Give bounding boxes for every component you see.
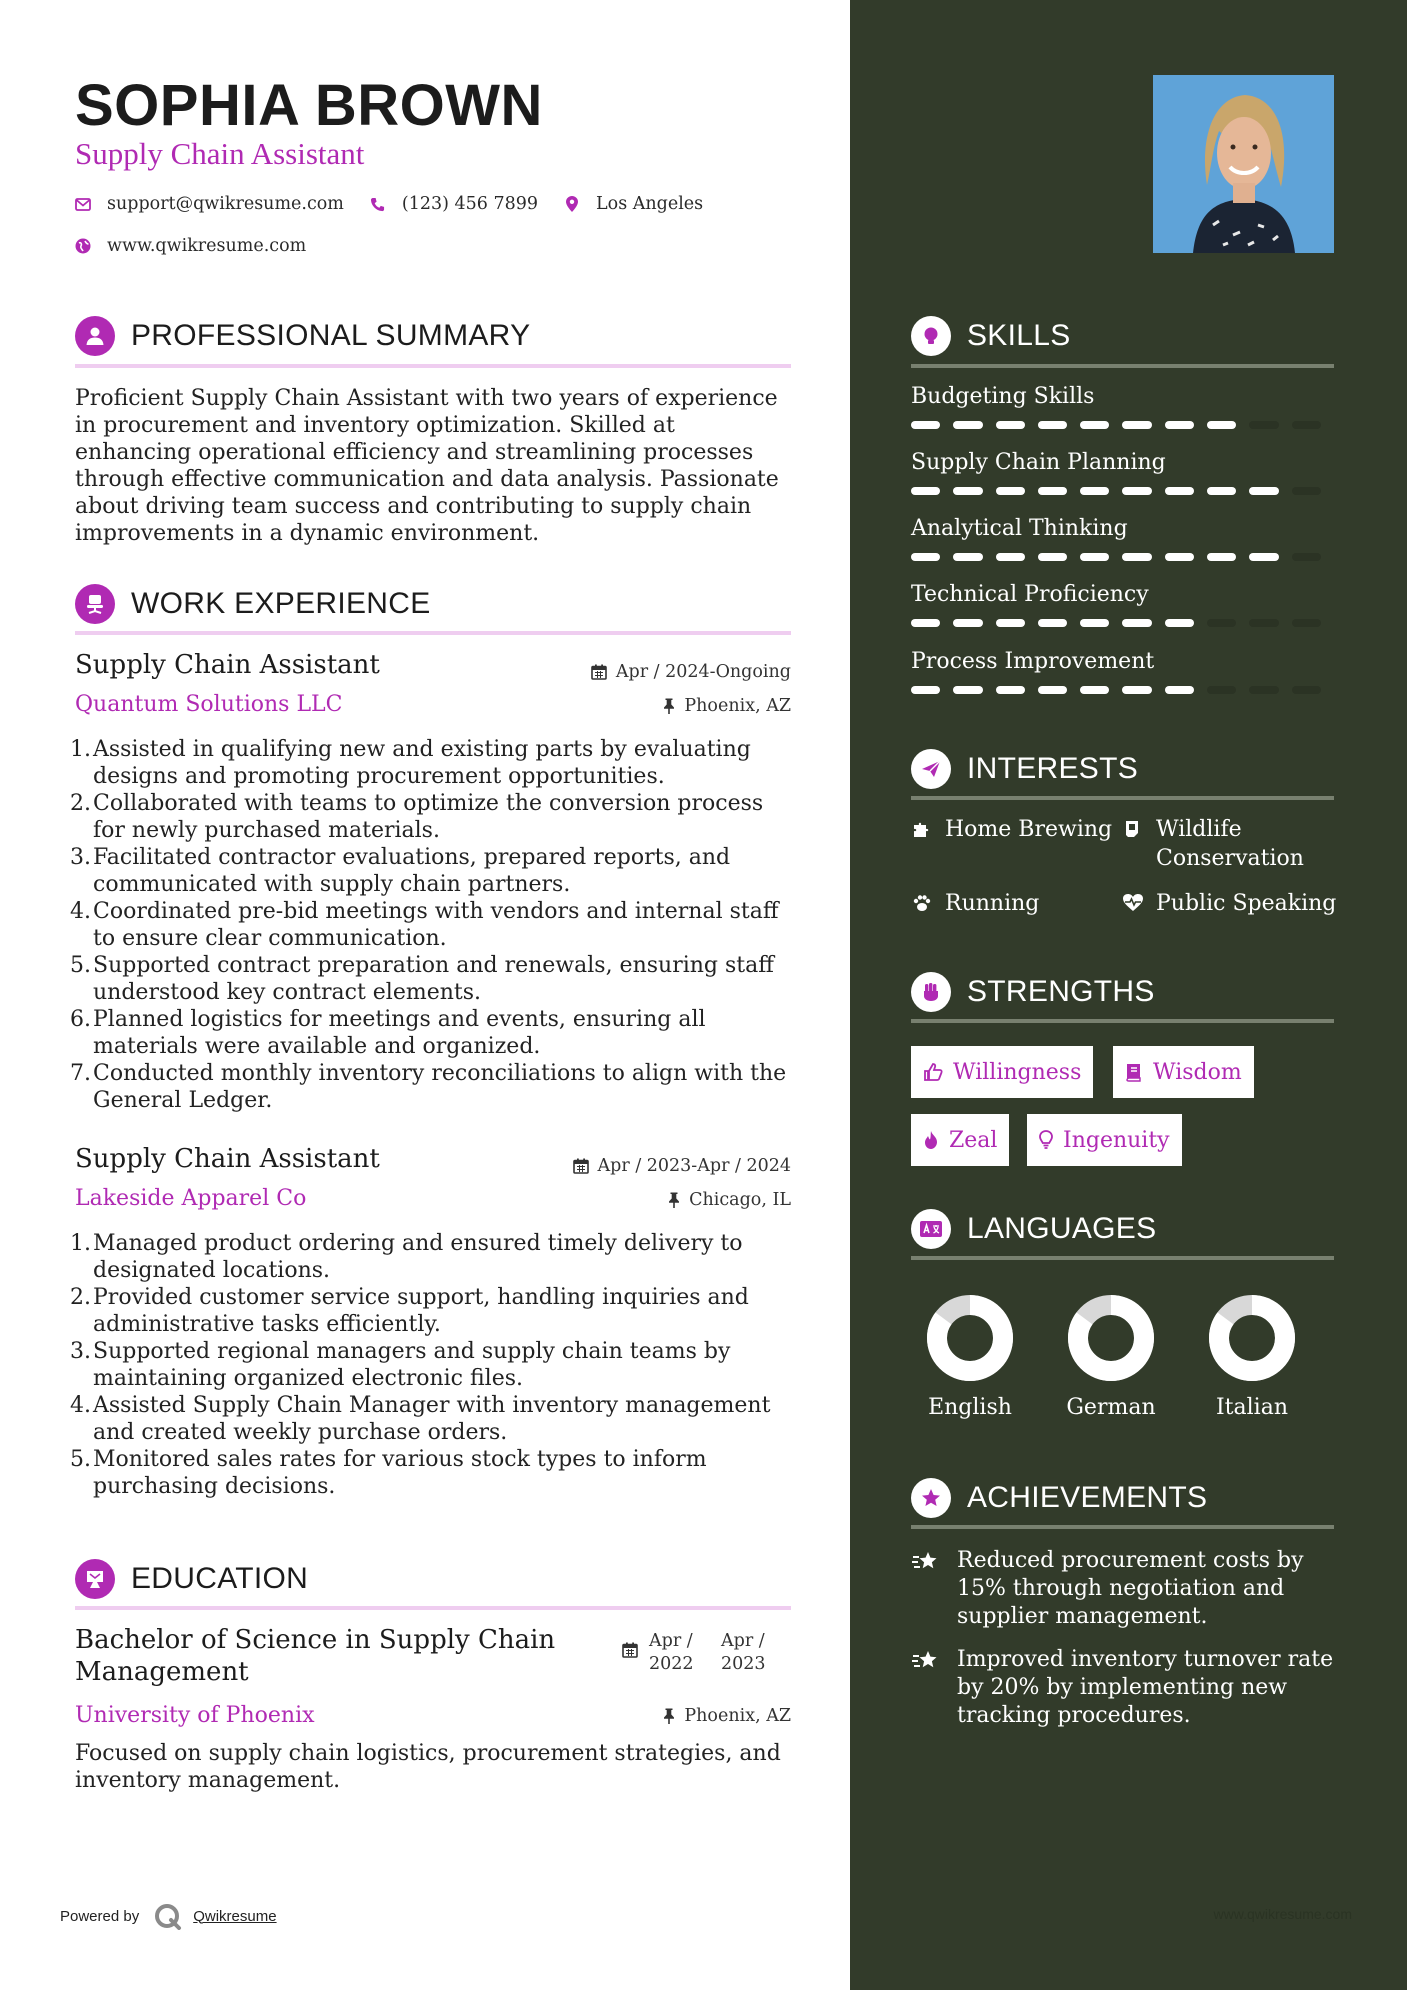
skill-name: Analytical Thinking (911, 516, 1128, 541)
experience-header (75, 584, 431, 624)
skill-level-dash (1080, 487, 1109, 495)
strength-tag: Wisdom (1113, 1046, 1254, 1098)
list-item: 6. Planned logistics for meetings and events, ensuring all materials were available and organized. (70, 1007, 706, 1059)
puzzle-icon (911, 818, 933, 840)
paper-plane-icon (911, 749, 951, 789)
powered-by-label: Powered by (60, 1907, 140, 1925)
interest-item: Home Brewing (911, 815, 1112, 844)
calendar-icon (591, 664, 607, 680)
list-item: 2. Collaborated with teams to optimize the conversion process for newly purchased materials. (70, 791, 764, 843)
contact-row (75, 194, 729, 214)
skill-level-dash (996, 421, 1025, 429)
location-text: Los Angeles (596, 194, 704, 214)
job-location (668, 1190, 791, 1210)
office-chair-icon (75, 584, 115, 624)
skills-title: SKILLS (967, 319, 1071, 352)
phone-icon (370, 196, 386, 212)
fire-icon (923, 1130, 939, 1150)
skill-level-dash (1165, 619, 1194, 627)
language-name: German (1066, 1395, 1156, 1420)
education-location-text: Phoenix, AZ (684, 1706, 791, 1726)
skill-level-bar (911, 686, 1334, 694)
skill-name: Technical Proficiency (911, 582, 1149, 607)
skill-level-dash (1038, 553, 1067, 561)
graduation-icon (75, 1559, 115, 1599)
phone-number: (123) 456 7899 (401, 194, 539, 214)
job-dates (591, 662, 791, 682)
achievements-header (911, 1478, 1207, 1518)
skill-level-dash (1207, 487, 1236, 495)
skill-level-bar (911, 619, 1334, 627)
language-name: English (928, 1395, 1012, 1420)
language-name: Italian (1215, 1395, 1288, 1420)
job-dates-text: Apr / 2023-Apr / 2024 (597, 1156, 791, 1176)
skill-item (911, 384, 1334, 429)
skill-level-dash (911, 487, 940, 495)
achievements-divider (911, 1525, 1334, 1529)
paw-icon (911, 892, 933, 914)
language-item (1197, 1295, 1307, 1420)
job-dates-text: Apr / 2024-Ongoing (615, 662, 791, 682)
sidebar (850, 0, 1407, 1990)
list-item: 5. Supported contract preparation and renewals, ensuring staff understood key contract elements. (70, 953, 774, 1005)
star-icon (911, 1478, 951, 1518)
languages-title: LANGUAGES (967, 1212, 1157, 1245)
calendar-icon (622, 1642, 638, 1662)
strength-tag: Ingenuity (1027, 1114, 1182, 1166)
skill-level-dash (996, 619, 1025, 627)
job-location-text: Chicago, IL (689, 1190, 791, 1210)
skill-level-dash (1080, 686, 1109, 694)
job-title: Supply Chain Assistant (75, 650, 380, 680)
skill-level-dash (1038, 619, 1067, 627)
job-bullets (70, 1230, 800, 1500)
profile-photo (1153, 75, 1334, 253)
location-pin-icon (564, 196, 580, 212)
interest-item: Running (911, 889, 1039, 918)
skill-level-dash (953, 686, 982, 694)
skill-level-dash (1207, 686, 1236, 694)
candidate-role: Supply Chain Assistant (75, 136, 365, 171)
education-title: EDUCATION (131, 1562, 309, 1595)
website-link[interactable]: www.qwikresume.com (107, 236, 307, 256)
language-level-ring (1068, 1295, 1154, 1381)
achievement-item: Reduced procurement costs by 15% through negotiation and supplier management. (911, 1547, 1351, 1631)
job-dates (573, 1156, 791, 1176)
skill-level-dash (953, 619, 982, 627)
skill-name: Process Improvement (911, 649, 1155, 674)
skill-item (911, 516, 1334, 561)
skill-name: Supply Chain Planning (911, 450, 1166, 475)
list-item: 1. Assisted in qualifying new and existing parts by evaluating designs and promoting procurement opportunities. (70, 737, 751, 789)
company-name: Lakeside Apparel Co (75, 1186, 307, 1211)
skill-level-dash (1165, 553, 1194, 561)
company-name: Quantum Solutions LLC (75, 692, 343, 717)
skill-level-dash (1292, 619, 1321, 627)
pushpin-icon (663, 1708, 675, 1724)
skill-level-dash (1038, 686, 1067, 694)
interests-divider (911, 796, 1334, 800)
interest-item: Public Speaking (1122, 889, 1336, 918)
candidate-name: SOPHIA BROWN (75, 73, 543, 138)
lightbulb-icon (1039, 1130, 1053, 1150)
interests-header (911, 749, 1138, 789)
skill-item (911, 450, 1334, 495)
skill-level-dash (1038, 421, 1067, 429)
list-item: 4. Coordinated pre-bid meetings with vendors and internal staff to ensure clear communication. (70, 899, 779, 951)
skill-level-dash (1292, 553, 1321, 561)
degree-title: Bachelor of Science in Supply Chain Management (75, 1625, 556, 1687)
skill-level-dash (1080, 421, 1109, 429)
shooting-star-icon (911, 1547, 941, 1577)
language-icon (911, 1209, 951, 1249)
education-description: Focused on supply chain logistics, procurement strategies, and inventory management. (75, 1741, 781, 1793)
skill-level-dash (1249, 421, 1278, 429)
list-item: 7. Conducted monthly inventory reconciliations to align with the General Ledger. (70, 1061, 787, 1113)
lightbulb-icon (911, 316, 951, 356)
thumbs-up-icon (923, 1062, 943, 1082)
skill-level-dash (1122, 686, 1151, 694)
skill-level-dash (996, 487, 1025, 495)
list-item: 3. Supported regional managers and supply chain teams by maintaining organized electronic files. (70, 1339, 731, 1391)
list-item: 5. Monitored sales rates for various stock types to inform purchasing decisions. (70, 1447, 707, 1499)
achievements-title: ACHIEVEMENTS (967, 1481, 1208, 1514)
skill-level-dash (1249, 686, 1278, 694)
school-name: University of Phoenix (75, 1703, 315, 1728)
skill-level-bar (911, 487, 1334, 495)
skill-level-dash (911, 686, 940, 694)
email-icon (75, 196, 91, 212)
strengths-header (911, 972, 1155, 1012)
skill-level-dash (996, 553, 1025, 561)
skill-level-dash (1122, 619, 1151, 627)
skill-level-dash (953, 553, 982, 561)
fist-icon (911, 972, 951, 1012)
skill-level-dash (1080, 553, 1109, 561)
skill-level-dash (1165, 686, 1194, 694)
skill-level-dash (1080, 619, 1109, 627)
skill-level-dash (1207, 421, 1236, 429)
book-icon (1125, 1062, 1143, 1082)
qwikresume-logo-icon (153, 1902, 183, 1930)
powered-by (60, 1902, 277, 1930)
skill-level-dash (1292, 421, 1321, 429)
language-level-ring (927, 1295, 1013, 1381)
education-header (75, 1559, 308, 1599)
interest-item: Wildlife Conservation (1122, 815, 1322, 873)
strength-tag: Willingness (911, 1046, 1093, 1098)
languages-header (911, 1209, 1156, 1249)
languages-divider (911, 1256, 1334, 1260)
list-item: 1. Managed product ordering and ensured timely delivery to designated locations. (70, 1231, 743, 1283)
skill-level-dash (1249, 619, 1278, 627)
skill-name: Budgeting Skills (911, 384, 1095, 409)
skill-level-bar (911, 421, 1334, 429)
job-bullets (70, 736, 800, 1114)
experience-divider (75, 631, 791, 635)
skill-level-dash (1122, 487, 1151, 495)
skill-level-dash (1207, 553, 1236, 561)
education-location (663, 1706, 791, 1726)
education-end: Apr / 2023 (721, 1631, 766, 1674)
skill-item (911, 649, 1334, 694)
skill-level-dash (953, 487, 982, 495)
skill-level-dash (996, 686, 1025, 694)
skill-level-dash (911, 619, 940, 627)
job-location-text: Phoenix, AZ (684, 696, 791, 716)
skill-level-dash (1122, 553, 1151, 561)
language-item (1056, 1295, 1166, 1420)
heartbeat-icon (1122, 892, 1144, 914)
skill-level-dash (911, 553, 940, 561)
job-title: Supply Chain Assistant (75, 1144, 380, 1174)
skill-level-dash (1038, 487, 1067, 495)
summary-header (75, 316, 530, 356)
footer-url[interactable]: www.qwikresume.com (1213, 1906, 1352, 1922)
list-item: 4. Assisted Supply Chain Manager with inventory management and created weekly purchase orders. (70, 1393, 771, 1445)
strengths-divider (911, 1019, 1334, 1023)
language-level-ring (1209, 1295, 1295, 1381)
interests-title: INTERESTS (967, 752, 1139, 785)
skill-level-dash (1249, 553, 1278, 561)
list-item: 2. Provided customer service support, handling inquiries and administrative tasks efficiently. (70, 1285, 749, 1337)
globe-icon (75, 238, 91, 254)
summary-title: PROFESSIONAL SUMMARY (131, 319, 531, 352)
pushpin-icon (668, 1192, 680, 1208)
achievement-item: Improved inventory turnover rate by 20% by implementing new tracking procedures. (911, 1646, 1351, 1730)
website-row (75, 236, 332, 256)
paw-bookmark-icon (1122, 818, 1144, 840)
strength-tag: Zeal (911, 1114, 1009, 1166)
skill-level-dash (1292, 686, 1321, 694)
skill-level-dash (1249, 487, 1278, 495)
skills-divider (911, 364, 1334, 368)
job-location (663, 696, 791, 716)
user-icon (75, 316, 115, 356)
skill-level-dash (1207, 619, 1236, 627)
summary-text: Proficient Supply Chain Assistant with two years of experience in procurement and inventory optimization. Skilled at enhancing operational efficiency and streamlining processes through effective communication and data analysis. Passionate about driving team success and contributing to supply chain improvements in a dynamic environment. (75, 386, 779, 546)
skill-level-dash (911, 421, 940, 429)
skill-item (911, 582, 1334, 627)
education-start: Apr / 2022 (649, 1631, 694, 1674)
skills-header (911, 316, 1071, 356)
qwikresume-link[interactable]: Qwikresume (193, 1907, 277, 1925)
skill-level-dash (1292, 487, 1321, 495)
pushpin-icon (663, 698, 675, 714)
strengths-title: STRENGTHS (967, 975, 1155, 1008)
shooting-star-icon (911, 1646, 941, 1676)
skill-level-bar (911, 553, 1334, 561)
skill-level-dash (953, 421, 982, 429)
list-item: 3. Facilitated contractor evaluations, prepared reports, and communicated with supply chain partners. (70, 845, 731, 897)
language-item (915, 1295, 1025, 1420)
calendar-icon (573, 1158, 589, 1174)
skill-level-dash (1165, 487, 1194, 495)
summary-divider (75, 364, 791, 368)
experience-title: WORK EXPERIENCE (131, 587, 431, 620)
education-divider (75, 1606, 791, 1610)
skill-level-dash (1122, 421, 1151, 429)
skill-level-dash (1165, 421, 1194, 429)
email-link[interactable]: support@qwikresume.com (107, 194, 344, 214)
